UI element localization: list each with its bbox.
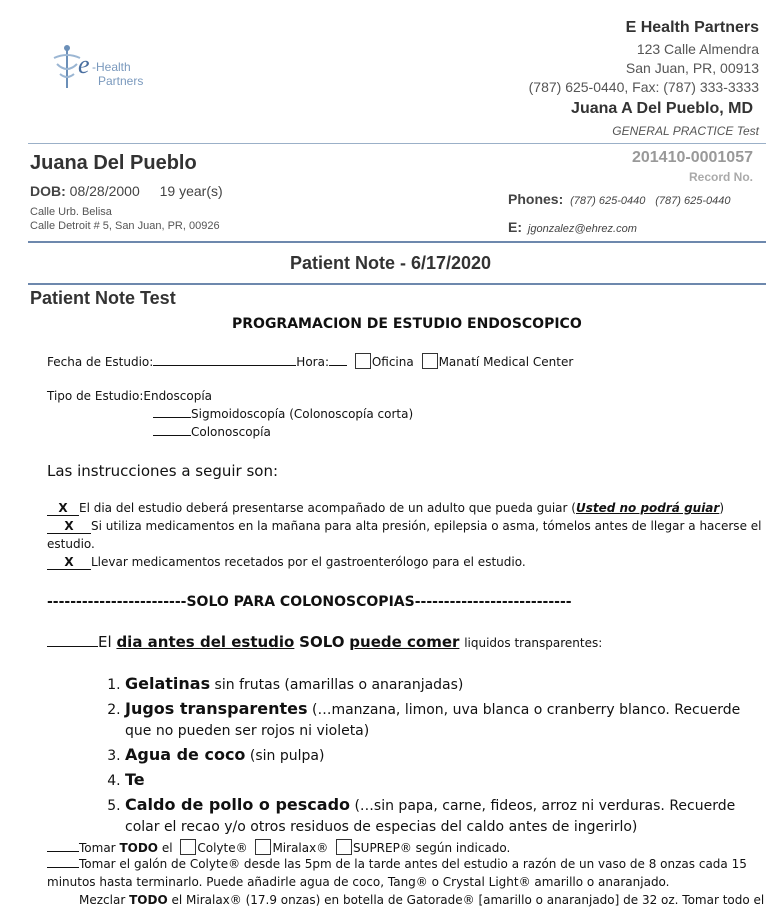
oficina-label: Oficina: [371, 355, 414, 369]
clinic-logo: [50, 44, 150, 92]
mezclar-label: Mezclar: [79, 893, 126, 907]
tomar-line: [47, 839, 510, 855]
hora-label: Hora:: [296, 355, 329, 369]
tipo-option-2-label: Colonoscopía: [191, 425, 271, 439]
patient-name: Juana Del Pueblo: [30, 152, 197, 174]
phone-1: (787) 625-0440: [570, 195, 646, 207]
patient-phones: [508, 191, 730, 207]
instruction-2-mark: X: [47, 520, 91, 534]
manati-label: Manatí Medical Center: [438, 355, 574, 369]
diet-rest: liquidos transparentes:: [464, 636, 603, 650]
note-divider: [28, 283, 766, 285]
instruction-2: [47, 519, 761, 534]
patient-address2: Calle Detroit # 5, San Juan, PR, 00926: [30, 220, 220, 232]
diet-solo: SOLO: [299, 633, 345, 651]
tomar-label: Tomar: [79, 841, 116, 855]
instruction-1-end: ): [719, 501, 725, 515]
hora-blank[interactable]: [329, 355, 347, 366]
tipo-option-2: [153, 425, 271, 439]
instructions-heading: Las instrucciones a seguir son:: [47, 462, 279, 480]
tomar-todo: TODO: [119, 841, 158, 855]
diet-dia: dia antes del estudio: [116, 633, 295, 651]
dashes-right: ---------------------------: [414, 594, 572, 610]
colonoscopy-title: SOLO PARA COLONOSCOPIAS: [186, 594, 415, 610]
suprep-label: SUPREP® según indicado.: [353, 841, 511, 855]
patient-dob: [30, 183, 223, 199]
clinic-name: E Health Partners: [625, 19, 759, 36]
list-item: 3. Agua de coco (sin pulpa): [125, 744, 765, 767]
tipo-option-1-label: Sigmoidoscopía (Colonoscopía corta): [191, 407, 414, 421]
miralax-label: Miralax®: [272, 841, 329, 855]
logo-letter: e: [78, 50, 90, 79]
fecha-blank[interactable]: [153, 355, 296, 366]
instruction-2-continued: estudio.: [47, 537, 95, 551]
suprep-checkbox[interactable]: [336, 839, 352, 855]
doctor-specialty: GENERAL PRACTICE Test: [612, 124, 759, 138]
note-header: Patient Note - 6/17/2020: [289, 253, 492, 273]
colyte-label: Colyte®: [197, 841, 248, 855]
doctor-name: Juana A Del Pueblo, MD: [571, 100, 753, 117]
instruction-1-mark: X: [47, 502, 79, 516]
oficina-checkbox[interactable]: [355, 353, 371, 369]
note-heading: PROGRAMACION DE ESTUDIO ENDOSCOPICO: [232, 316, 582, 332]
diet-puede: puede comer: [349, 633, 460, 651]
record-label: Record No.: [688, 170, 753, 184]
list-item: 5. Caldo de pollo o pescado (…sin papa, carne, fideos, arroz ni verduras. Recuerde colar el recao y/o otros residuos de especias del caldo antes de ingerirlo): [125, 794, 765, 838]
clinic-block: [439, 18, 759, 97]
patient-age: 19 year(s): [159, 183, 223, 199]
galon-line-1: [47, 857, 747, 871]
tipo-option-1-blank[interactable]: [153, 407, 191, 418]
instruction-3: [47, 555, 526, 570]
instruction-1-text: El dia del estudio deberá presentarse acompañado de un adulto que pueda guiar (: [79, 501, 576, 515]
record-number: 201410-0001057: [631, 149, 753, 166]
manati-checkbox[interactable]: [422, 353, 438, 369]
dob-label: DOB:: [30, 183, 66, 199]
colonoscopy-section-heading: [47, 594, 572, 610]
clinic-address1: 123 Calle Almendra: [636, 41, 759, 57]
tipo-value: Endoscopía: [143, 389, 213, 403]
dob-value: 08/28/2000: [69, 183, 140, 199]
tomar-el: el: [161, 841, 173, 855]
patient-divider: [28, 241, 766, 243]
logo-text-1: -Health: [92, 60, 131, 74]
instruction-3-text: Llevar medicamentos recetados por el gastroenterólogo para el estudio.: [91, 555, 526, 569]
diet-line: [47, 633, 602, 651]
instruction-1-emphasis: Usted no podrá guiar: [575, 501, 720, 515]
liquids-list: [98, 673, 765, 840]
list-item: 2. Jugos transparentes (…manzana, limon, uva blanca o cranberry blanco. Recuerde que no pueden ser rojos ni violeta): [125, 698, 765, 742]
galon-line-2: minutos hasta terminarlo. Puede añadirle agua de coco, Tang® o Crystal Light® amarillo o anaranjado.: [47, 875, 670, 889]
phones-label: Phones:: [508, 191, 564, 207]
miralax-checkbox[interactable]: [255, 839, 271, 855]
email-label: E:: [508, 219, 522, 235]
phone-2: (787) 625-0440: [655, 195, 731, 207]
tipo-option-2-blank[interactable]: [153, 425, 191, 436]
fecha-row: [47, 353, 573, 369]
fecha-label: Fecha de Estudio:: [47, 355, 154, 369]
instruction-1: [47, 501, 724, 516]
email-value: jgonzalez@ehrez.com: [527, 223, 637, 235]
instruction-2-text: Si utiliza medicamentos en la mañana para alta presión, epilepsia o asma, tómelos antes de llegar a hacerse el: [91, 519, 762, 533]
clinic-phones: (787) 625-0440, Fax: (787) 333-3333: [528, 79, 759, 95]
patient-address1: Calle Urb. Belisa: [30, 206, 112, 218]
tipo-option-1: [153, 407, 413, 421]
logo-text-2: Partners: [98, 74, 144, 88]
clinic-address2: San Juan, PR, 00913: [625, 60, 759, 76]
mezclar-rest: el Miralax® (17.9 onzas) en botella de Gatorade® [amarillo o anaranjado] de 32 oz. Tomar todo el: [171, 893, 765, 907]
galon-blank[interactable]: [47, 857, 79, 868]
diet-el: El: [98, 633, 112, 651]
patient-email: [508, 219, 637, 235]
diet-blank[interactable]: [47, 636, 98, 647]
dashes-left: ------------------------: [47, 594, 187, 610]
colyte-checkbox[interactable]: [180, 839, 196, 855]
mezclar-todo: TODO: [129, 893, 168, 907]
tomar-blank[interactable]: [47, 841, 79, 852]
galon-text-1: Tomar el galón de Colyte® desde las 5pm de la tarde antes del estudio a razón de un vaso de 8 onzas cada 15: [79, 857, 747, 871]
instruction-3-mark: X: [47, 556, 91, 570]
header-divider: [28, 143, 766, 144]
tipo-row: [47, 389, 212, 403]
list-item: 4. Te: [125, 769, 765, 792]
list-item: 1. Gelatinas sin frutas (amarillas o anaranjadas): [125, 673, 765, 696]
tipo-label: Tipo de Estudio:: [47, 389, 144, 403]
note-title: Patient Note Test: [30, 288, 176, 308]
